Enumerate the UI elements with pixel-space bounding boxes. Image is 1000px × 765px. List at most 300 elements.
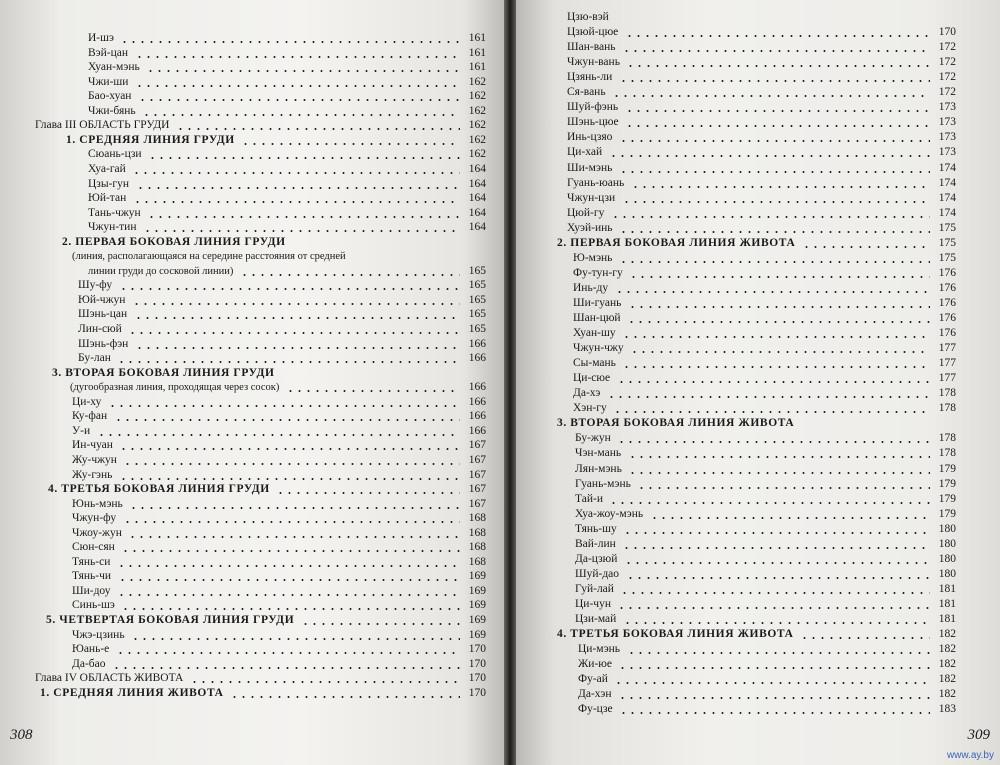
toc-entry-label: Жи-юе bbox=[578, 658, 612, 670]
right-page-number: 309 bbox=[967, 727, 990, 743]
toc-entry-page-number: 162 bbox=[468, 148, 486, 160]
toc-entry bbox=[72, 453, 486, 468]
toc-entry-label: Вай-лин bbox=[575, 538, 616, 550]
toc-dot-leader bbox=[650, 517, 930, 519]
toc-entry bbox=[72, 555, 486, 570]
toc-entry bbox=[575, 597, 956, 612]
toc-entry bbox=[578, 672, 956, 687]
toc-entry-page-number: 178 bbox=[938, 387, 956, 399]
toc-dot-leader bbox=[119, 448, 460, 450]
toc-entry-page-number: 168 bbox=[468, 527, 486, 539]
toc-entry-label: Хэн-гу bbox=[573, 402, 607, 414]
toc-dot-leader bbox=[240, 274, 460, 276]
toc-entry bbox=[88, 89, 486, 104]
toc-entry-label: Ци-ху bbox=[72, 396, 102, 408]
toc-dot-leader bbox=[628, 472, 930, 474]
toc-dot-leader bbox=[627, 321, 930, 323]
toc-entry bbox=[575, 612, 956, 627]
toc-entry-label: Шэнь-фэн bbox=[78, 338, 129, 350]
toc-entry bbox=[575, 537, 956, 552]
toc-entry-label: Сюн-сян bbox=[72, 541, 115, 553]
toc-section-heading bbox=[48, 482, 486, 497]
toc-entry-page-number: 169 bbox=[468, 614, 486, 626]
toc-dot-leader bbox=[301, 623, 460, 625]
toc-entry-label: Бу-жун bbox=[575, 432, 611, 444]
toc-dot-leader bbox=[624, 562, 930, 564]
toc-entry-page-number: 174 bbox=[938, 207, 956, 219]
toc-entry-page-number: 165 bbox=[468, 279, 486, 291]
toc-entry-label: Фу-тун-гу bbox=[573, 267, 623, 279]
toc-dot-leader bbox=[286, 390, 460, 392]
toc-dot-leader bbox=[630, 351, 930, 353]
toc-entry-page-number: 176 bbox=[938, 282, 956, 294]
toc-dot-leader bbox=[619, 231, 930, 233]
toc-entry bbox=[567, 176, 956, 191]
toc-entry-label: Тай-и bbox=[575, 493, 603, 505]
toc-entry-page-number: 161 bbox=[468, 61, 486, 73]
toc-dot-leader bbox=[117, 361, 460, 363]
toc-entry bbox=[578, 702, 956, 717]
toc-entry-page-number: 179 bbox=[938, 493, 956, 505]
toc-entry bbox=[567, 25, 956, 40]
toc-entry-label: 4. ТРЕТЬЯ БОКОВАЯ ЛИНИЯ ЖИВОТА bbox=[557, 628, 794, 640]
toc-entry bbox=[72, 584, 486, 599]
toc-entry-label: 4. ТРЕТЬЯ БОКОВАЯ ЛИНИЯ ГРУДИ bbox=[48, 483, 270, 495]
toc-entry bbox=[88, 191, 486, 206]
toc-entry-page-number: 170 bbox=[938, 26, 956, 38]
toc-entry-label: Инь-цзяо bbox=[567, 131, 613, 143]
toc-dot-leader bbox=[147, 216, 460, 218]
toc-dot-leader bbox=[622, 201, 930, 203]
toc-dot-leader bbox=[128, 536, 460, 538]
toc-entry-label: Сы-мань bbox=[573, 357, 616, 369]
toc-entry-label: У-и bbox=[72, 425, 91, 437]
toc-entry-page-number: 162 bbox=[468, 90, 486, 102]
toc-entry-page-number: 164 bbox=[468, 192, 486, 204]
toc-entry bbox=[72, 424, 486, 439]
toc-entry-label: Да-бао bbox=[72, 658, 106, 670]
toc-entry-page-number: 172 bbox=[938, 56, 956, 68]
toc-entry-label: Ши-мэнь bbox=[567, 162, 613, 174]
toc-entry-label: Тянь-си bbox=[72, 556, 111, 568]
toc-entry-page-number: 166 bbox=[468, 381, 486, 393]
toc-dot-leader bbox=[618, 697, 930, 699]
toc-entry bbox=[72, 569, 486, 584]
toc-entry-page-number: 172 bbox=[938, 86, 956, 98]
toc-entry-page-number: 179 bbox=[938, 478, 956, 490]
toc-entry bbox=[573, 251, 956, 266]
toc-entry-page-number: 176 bbox=[938, 297, 956, 309]
toc-entry-label: Шуй-фэнь bbox=[567, 101, 619, 113]
toc-entry-label: Шан-цюй bbox=[573, 312, 621, 324]
toc-dot-leader bbox=[617, 607, 930, 609]
toc-entry bbox=[575, 582, 956, 597]
toc-dot-leader bbox=[615, 291, 930, 293]
toc-dot-leader bbox=[627, 652, 930, 654]
toc-entry bbox=[573, 371, 956, 386]
toc-dot-leader bbox=[176, 128, 460, 130]
toc-dot-leader bbox=[190, 681, 460, 683]
toc-dot-leader bbox=[128, 332, 460, 334]
toc-entry-label: Жу-гэнь bbox=[72, 469, 113, 481]
toc-entry-label: Хуа-гай bbox=[88, 163, 126, 175]
toc-entry-page-number: 164 bbox=[468, 163, 486, 175]
toc-entry-label: Тянь-чи bbox=[72, 570, 112, 582]
toc-entry bbox=[567, 40, 956, 55]
toc-entry-label: Лян-мэнь bbox=[575, 463, 622, 475]
toc-entry bbox=[88, 75, 486, 90]
toc-entry-label: Чжун-тин bbox=[88, 221, 137, 233]
toc-entry bbox=[567, 10, 956, 25]
toc-entry-page-number: 173 bbox=[938, 131, 956, 143]
toc-entry-label: Вэй-цан bbox=[88, 47, 129, 59]
toc-dot-leader bbox=[623, 622, 930, 624]
toc-entry bbox=[78, 293, 486, 308]
toc-entry-page-number: 161 bbox=[468, 47, 486, 59]
toc-entry-label: Чэн-мань bbox=[575, 447, 622, 459]
toc-entry-page-number: 180 bbox=[938, 523, 956, 535]
toc-entry-page-number: 168 bbox=[468, 512, 486, 524]
toc-dot-leader bbox=[612, 95, 930, 97]
toc-entry-label: И-шэ bbox=[88, 32, 114, 44]
toc-entry-label: Чжун-чжу bbox=[573, 342, 624, 354]
toc-dot-leader bbox=[622, 366, 930, 368]
toc-dot-leader bbox=[625, 35, 930, 37]
toc-dot-leader bbox=[609, 155, 930, 157]
toc-dot-leader bbox=[626, 577, 930, 579]
book-gutter bbox=[504, 0, 516, 765]
toc-entry-page-number: 169 bbox=[468, 599, 486, 611]
toc-entry-label: (линия, располагающаяся на середине расстояния от средней bbox=[72, 251, 346, 262]
toc-dot-leader bbox=[117, 565, 460, 567]
toc-dot-leader bbox=[619, 261, 930, 263]
toc-entry-label: Глава IV ОБЛАСТЬ ЖИВОТА bbox=[35, 672, 184, 684]
toc-entry-page-number: 175 bbox=[938, 237, 956, 249]
toc-entry-label: Ши-гуань bbox=[573, 297, 622, 309]
toc-entry-page-number: 162 bbox=[468, 76, 486, 88]
toc-entry bbox=[573, 401, 956, 416]
toc-entry-page-number: 165 bbox=[468, 265, 486, 277]
toc-entry-label: Юнь-мэнь bbox=[72, 498, 123, 510]
toc-entry-label: Хуэй-инь bbox=[567, 222, 613, 234]
toc-entry-page-number: 177 bbox=[938, 372, 956, 384]
toc-dot-leader bbox=[619, 171, 930, 173]
toc-entry-label: Ци-чун bbox=[575, 598, 611, 610]
toc-entry-page-number: 169 bbox=[468, 570, 486, 582]
toc-entry bbox=[78, 307, 486, 322]
toc-entry-page-number: 178 bbox=[938, 402, 956, 414]
toc-entry bbox=[78, 322, 486, 337]
toc-dot-leader bbox=[800, 637, 930, 639]
toc-dot-leader bbox=[135, 85, 460, 87]
toc-entry bbox=[88, 206, 486, 221]
toc-entry bbox=[575, 552, 956, 567]
toc-dot-leader bbox=[132, 303, 460, 305]
toc-entry-page-number: 170 bbox=[468, 658, 486, 670]
toc-entry bbox=[573, 356, 956, 371]
toc-dot-leader bbox=[112, 667, 460, 669]
toc-dot-leader bbox=[619, 140, 930, 142]
toc-entry-label: Да-хэ bbox=[573, 387, 601, 399]
toc-entry-page-number: 176 bbox=[938, 267, 956, 279]
toc-dot-leader bbox=[119, 478, 460, 480]
toc-dot-leader bbox=[117, 594, 460, 596]
toc-entry-label: Шэнь-цан bbox=[78, 308, 128, 320]
toc-entry bbox=[575, 567, 956, 582]
toc-entry bbox=[578, 657, 956, 672]
toc-entry-label: Глава III ОБЛАСТЬ ГРУДИ bbox=[35, 119, 170, 131]
toc-dot-leader bbox=[116, 652, 460, 654]
toc-entry-page-number: 166 bbox=[468, 338, 486, 350]
toc-dot-leader bbox=[620, 592, 930, 594]
toc-entry-page-number: 168 bbox=[468, 556, 486, 568]
toc-dot-leader bbox=[628, 306, 930, 308]
toc-entry-page-number: 174 bbox=[938, 192, 956, 204]
toc-entry-page-number: 165 bbox=[468, 294, 486, 306]
toc-entry bbox=[573, 326, 956, 341]
toc-entry-page-number: 161 bbox=[468, 32, 486, 44]
toc-entry bbox=[578, 687, 956, 702]
toc-entry bbox=[567, 206, 956, 221]
toc-entry-page-number: 173 bbox=[938, 116, 956, 128]
toc-entry-page-number: 172 bbox=[938, 71, 956, 83]
toc-dot-leader bbox=[108, 405, 460, 407]
toc-entry-label: Чжун-цзи bbox=[567, 192, 616, 204]
toc-entry-page-number: 181 bbox=[938, 598, 956, 610]
toc-entry bbox=[72, 540, 486, 555]
toc-entry bbox=[78, 337, 486, 352]
toc-entry bbox=[575, 431, 956, 446]
toc-entry-label: Шу-фу bbox=[78, 279, 113, 291]
toc-entry bbox=[88, 31, 486, 46]
toc-entry-label: Цзи-май bbox=[575, 613, 617, 625]
toc-entry-label: 1. СРЕДНЯЯ ЛИНИЯ ЖИВОТА bbox=[40, 687, 224, 699]
toc-section-heading bbox=[46, 613, 486, 628]
toc-entry-page-number: 182 bbox=[938, 628, 956, 640]
toc-entry-label: Хуан-шу bbox=[573, 327, 616, 339]
toc-entry-label: Ци-мэнь bbox=[578, 643, 621, 655]
toc-entry bbox=[88, 162, 486, 177]
toc-entry-label: Да-цзюй bbox=[575, 553, 618, 565]
toc-entry bbox=[35, 118, 486, 133]
toc-entry bbox=[72, 468, 486, 483]
toc-entry-label: Цюй-гу bbox=[567, 207, 605, 219]
toc-entry-page-number: 169 bbox=[468, 629, 486, 641]
toc-entry-label: линии груди до сосковой линии) bbox=[88, 266, 234, 277]
toc-entry bbox=[567, 70, 956, 85]
toc-entry-label: Юй-чжун bbox=[78, 294, 126, 306]
toc-entry-page-number: 164 bbox=[468, 207, 486, 219]
toc-entry-label: Жу-чжун bbox=[72, 454, 117, 466]
toc-entry-label: Ин-чуан bbox=[72, 439, 113, 451]
toc-entry-page-number: 180 bbox=[938, 568, 956, 580]
toc-entry-page-number: 164 bbox=[468, 221, 486, 233]
toc-entry bbox=[573, 296, 956, 311]
toc-entry-page-number: 179 bbox=[938, 508, 956, 520]
toc-entry bbox=[573, 386, 956, 401]
toc-entry-page-number: 179 bbox=[938, 463, 956, 475]
toc-entry-page-number: 166 bbox=[468, 352, 486, 364]
toc-entry-label: Ся-вань bbox=[567, 86, 606, 98]
toc-entry bbox=[72, 511, 486, 526]
toc-entry bbox=[88, 177, 486, 192]
toc-entry-page-number: 167 bbox=[468, 454, 486, 466]
toc-entry-label: Шан-вань bbox=[567, 41, 616, 53]
toc-entry bbox=[575, 477, 956, 492]
toc-entry-label: 2. ПЕРВАЯ БОКОВАЯ ЛИНИЯ ЖИВОТА bbox=[557, 237, 796, 249]
toc-entry-page-number: 166 bbox=[468, 396, 486, 408]
toc-entry-label: 5. ЧЕТВЕРТАЯ БОКОВАЯ ЛИНИЯ ГРУДИ bbox=[46, 614, 295, 626]
toc-entry bbox=[72, 628, 486, 643]
toc-entry-page-number: 174 bbox=[938, 177, 956, 189]
toc-dot-leader bbox=[628, 456, 930, 458]
toc-dot-leader bbox=[613, 411, 930, 413]
toc-entry-label: Юань-е bbox=[72, 643, 110, 655]
toc-dot-leader bbox=[121, 608, 460, 610]
toc-entry-page-number: 176 bbox=[938, 312, 956, 324]
toc-dot-leader bbox=[133, 201, 460, 203]
toc-dot-leader bbox=[631, 186, 930, 188]
toc-entry-label: Фу-цзе bbox=[578, 703, 613, 715]
toc-dot-leader bbox=[146, 70, 460, 72]
toc-entry bbox=[78, 351, 486, 366]
toc-entry-label: Хуа-жоу-мэнь bbox=[575, 508, 644, 520]
toc-dot-leader bbox=[119, 288, 460, 290]
toc-entry-page-number: 177 bbox=[938, 357, 956, 369]
toc-entry bbox=[567, 55, 956, 70]
toc-dot-leader bbox=[607, 396, 930, 398]
toc-entry bbox=[567, 85, 956, 100]
toc-entry-page-number: 178 bbox=[938, 447, 956, 459]
toc-dot-leader bbox=[148, 157, 460, 159]
toc-entry-label: 3. ВТОРАЯ БОКОВАЯ ЛИНИЯ ЖИВОТА bbox=[557, 417, 795, 429]
toc-entry-page-number: 175 bbox=[938, 252, 956, 264]
toc-entry-page-number: 181 bbox=[938, 613, 956, 625]
toc-entry bbox=[573, 266, 956, 281]
toc-dot-leader bbox=[617, 381, 930, 383]
toc-entry-label: 1. СРЕДНЯЯ ЛИНИЯ ГРУДИ bbox=[66, 134, 235, 146]
toc-dot-leader bbox=[135, 347, 460, 349]
toc-entry-label: Чжэ-цзинь bbox=[72, 629, 125, 641]
right-page bbox=[516, 0, 1000, 765]
toc-dot-leader bbox=[623, 532, 930, 534]
toc-entry-label: Тань-чжун bbox=[88, 207, 141, 219]
toc-entry-label: Гуань-юань bbox=[567, 177, 625, 189]
toc-entry-page-number: 182 bbox=[938, 658, 956, 670]
toc-entry bbox=[573, 341, 956, 356]
toc-dot-leader bbox=[617, 441, 930, 443]
toc-dot-leader bbox=[230, 696, 460, 698]
toc-entry-page-number: 166 bbox=[468, 425, 486, 437]
toc-entry bbox=[88, 264, 486, 279]
toc-dot-leader bbox=[611, 216, 930, 218]
toc-entry-label: Бао-хуан bbox=[88, 90, 132, 102]
toc-entry-page-number: 175 bbox=[938, 222, 956, 234]
toc-section-heading bbox=[66, 133, 486, 148]
toc-entry bbox=[72, 497, 486, 512]
toc-dot-leader bbox=[118, 579, 460, 581]
toc-dot-leader bbox=[622, 547, 930, 549]
toc-entry-page-number: 165 bbox=[468, 323, 486, 335]
toc-entry-label: Бу-лан bbox=[78, 352, 111, 364]
toc-section-heading bbox=[40, 686, 486, 701]
toc-entry bbox=[78, 278, 486, 293]
toc-entry-label: Цзюй-цюе bbox=[567, 26, 619, 38]
toc-entry-page-number: 165 bbox=[468, 308, 486, 320]
toc-section-heading bbox=[52, 366, 486, 381]
toc-entry-page-number: 162 bbox=[468, 134, 486, 146]
toc-entry-label: Лин-сюй bbox=[78, 323, 122, 335]
toc-entry bbox=[575, 446, 956, 461]
toc-entry-page-number: 170 bbox=[468, 687, 486, 699]
toc-entry-page-number: 173 bbox=[938, 101, 956, 113]
toc-entry-label: Цзянь-ли bbox=[567, 71, 613, 83]
toc-entry-label: Синь-шэ bbox=[72, 599, 115, 611]
toc-entry bbox=[72, 438, 486, 453]
toc-entry bbox=[567, 130, 956, 145]
toc-dot-leader bbox=[138, 99, 460, 101]
toc-entry-page-number: 180 bbox=[938, 538, 956, 550]
toc-dot-leader bbox=[131, 638, 460, 640]
toc-entry-label: Юй-тан bbox=[88, 192, 127, 204]
toc-entry bbox=[567, 145, 956, 160]
toc-entry-page-number: 173 bbox=[938, 146, 956, 158]
toc-entry bbox=[72, 657, 486, 672]
toc-entry-label: Сюань-цзи bbox=[88, 148, 142, 160]
toc-entry-page-number: 176 bbox=[938, 327, 956, 339]
toc-entry-page-number: 162 bbox=[468, 105, 486, 117]
toc-dot-leader bbox=[114, 419, 460, 421]
toc-entry bbox=[72, 409, 486, 424]
toc-entry bbox=[88, 104, 486, 119]
toc-dot-leader bbox=[619, 712, 930, 714]
toc-entry-page-number: 172 bbox=[938, 41, 956, 53]
toc-entry-label: Цзы-гун bbox=[88, 178, 130, 190]
toc-entry bbox=[575, 492, 956, 507]
toc-entry bbox=[575, 507, 956, 522]
toc-dot-leader bbox=[120, 41, 460, 43]
toc-entry bbox=[72, 249, 486, 264]
toc-dot-leader bbox=[618, 667, 930, 669]
toc-entry bbox=[72, 395, 486, 410]
toc-entry-label: Ци-хай bbox=[567, 146, 603, 158]
toc-entry-page-number: 178 bbox=[938, 432, 956, 444]
toc-entry bbox=[567, 221, 956, 236]
toc-entry-label: 2. ПЕРВАЯ БОКОВАЯ ЛИНИЯ ГРУДИ bbox=[62, 236, 286, 248]
toc-dot-leader bbox=[123, 463, 460, 465]
toc-entry-label: Чжун-фу bbox=[72, 512, 117, 524]
toc-entry-label: Шуй-дао bbox=[575, 568, 620, 580]
toc-dot-leader bbox=[241, 143, 460, 145]
toc-entry bbox=[88, 60, 486, 75]
toc-entry-page-number: 168 bbox=[468, 541, 486, 553]
toc-entry bbox=[567, 115, 956, 130]
toc-section-heading bbox=[62, 235, 486, 250]
toc-entry-label: Ю-мэнь bbox=[573, 252, 613, 264]
toc-entry-page-number: 174 bbox=[938, 162, 956, 174]
toc-entry-page-number: 162 bbox=[468, 119, 486, 131]
toc-entry-page-number: 169 bbox=[468, 585, 486, 597]
toc-entry bbox=[573, 311, 956, 326]
toc-entry bbox=[70, 380, 486, 395]
toc-section-heading bbox=[557, 236, 956, 251]
left-page-number: 308 bbox=[10, 727, 33, 743]
toc-entry-page-number: 167 bbox=[468, 439, 486, 451]
toc-entry bbox=[88, 220, 486, 235]
toc-dot-leader bbox=[629, 276, 930, 278]
toc-entry bbox=[567, 161, 956, 176]
toc-entry bbox=[88, 147, 486, 162]
